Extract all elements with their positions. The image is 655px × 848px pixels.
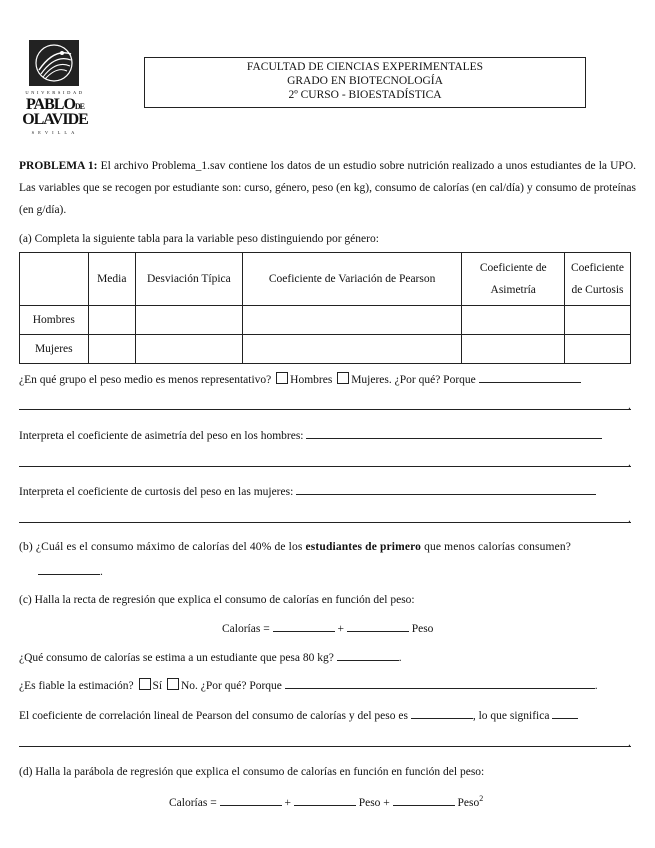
problem-text: El archivo Problema_1.sav contiene los datos de un estudio sobre nutrición realizado a unos estudiantes de la UPO. Las variables que se recogen por estudiante son: curso, género, peso (en kg), consumo de calorías (en cal/día) y consumo de proteínas (en g/día). <box>19 160 636 216</box>
table-cell[interactable] <box>88 335 135 364</box>
table-header-curtosis: Coeficiente de Curtosis <box>564 253 630 306</box>
part-b-prompt: (b) ¿Cuál es el consumo máximo de calorías del 40% de los estudiantes de primero que menos calorías consumen? <box>19 541 572 553</box>
logo-olavide-text: OLAVIDE <box>22 111 88 128</box>
regression-parabola-equation: Calorías = + Peso + Peso$^2$ <box>169 794 484 809</box>
statistics-table <box>19 252 631 364</box>
slope-blank[interactable] <box>347 621 409 632</box>
intercept-blank[interactable] <box>273 621 335 632</box>
table-cell[interactable] <box>462 306 565 335</box>
table-row-label-mujeres: Mujeres <box>20 335 89 364</box>
part-d-prompt: (d) Halla la parábola de regresión que explica el consumo de calorías en función en función del peso: <box>19 766 485 778</box>
answer-line[interactable] <box>19 746 631 747</box>
table-row-label-hombres: Hombres <box>20 306 89 335</box>
answer-line[interactable] <box>19 409 631 410</box>
header-course: 2º CURSO - BIOESTADÍSTICA <box>288 89 442 101</box>
answer-blank[interactable] <box>296 484 596 495</box>
header-degree: GRADO EN BIOTECNOLOGÍA <box>287 75 443 87</box>
coef-a-blank[interactable] <box>220 795 282 806</box>
table-header-row <box>20 253 631 306</box>
logo-sevilla-text: SEVILLA <box>31 130 79 135</box>
checkbox-hombres[interactable] <box>276 372 288 384</box>
table-cell[interactable] <box>564 306 630 335</box>
why-label: ¿Por qué? Porque <box>394 374 476 386</box>
table-cell[interactable] <box>462 335 565 364</box>
table-cell[interactable] <box>135 335 242 364</box>
answer-blank[interactable] <box>479 372 581 383</box>
coef-b-blank[interactable] <box>294 795 356 806</box>
answer-blank[interactable] <box>411 708 473 719</box>
option-hombres-label: Hombres <box>290 374 333 386</box>
table-header-media: Media <box>88 253 135 306</box>
checkbox-no[interactable] <box>167 678 179 690</box>
university-logo <box>19 40 91 140</box>
table-row <box>20 335 631 364</box>
part-b-bold: estudiantes de primero <box>305 541 422 553</box>
checkbox-si[interactable] <box>139 678 151 690</box>
part-c-prompt: (c) Halla la recta de regresión que explica el consumo de calorías en función del peso: <box>19 594 415 606</box>
header-faculty: FACULTAD DE CIENCIAS EXPERIMENTALES <box>246 61 484 73</box>
checkbox-mujeres[interactable] <box>337 372 349 384</box>
option-no-label: No. <box>180 680 198 692</box>
table-row <box>20 306 631 335</box>
part-b-answer: . <box>38 564 103 578</box>
option-mujeres-label: Mujeres. <box>351 374 392 386</box>
why-label: ¿Por qué? Porque <box>200 680 282 692</box>
table-cell[interactable] <box>135 306 242 335</box>
table-cell[interactable] <box>88 306 135 335</box>
answer-line[interactable] <box>19 466 631 467</box>
table-cell[interactable] <box>242 306 462 335</box>
university-emblem-icon <box>29 40 79 86</box>
part-a-prompt: (a) Completa la siguiente tabla para la variable peso distinguiendo por género: <box>19 233 379 245</box>
question-asymmetry: Interpreta el coeficiente de asimetría del peso en los hombres: <box>19 428 602 442</box>
logo-pablo-text: PABLODE <box>25 96 85 113</box>
course-header-box <box>144 57 586 108</box>
coef-c-blank[interactable] <box>393 795 455 806</box>
regression-line-equation: Calorías = + Peso <box>222 623 434 635</box>
table-cell[interactable] <box>564 335 630 364</box>
table-header-cv: Coeficiente de Variación de Pearson <box>242 253 462 306</box>
question-kurtosis: Interpreta el coeficiente de curtosis del peso en las mujeres: <box>19 484 596 498</box>
logo-university-text: UNIVERSIDAD <box>25 90 85 95</box>
table-header-asimetria: Coeficiente de Asimetría <box>462 253 565 306</box>
problem-label: PROBLEMA 1: <box>19 160 98 172</box>
option-si-label: Sí <box>152 680 163 692</box>
question-reliable: ¿Es fiable la estimación? Sí No. ¿Por qué? Porque . <box>19 680 598 692</box>
answer-blank[interactable] <box>306 428 602 439</box>
answer-blank[interactable] <box>38 564 100 575</box>
answer-line[interactable] <box>19 522 631 523</box>
answer-blank[interactable] <box>337 650 399 661</box>
table-cell[interactable] <box>242 335 462 364</box>
problem-statement <box>19 155 636 221</box>
answer-blank[interactable] <box>285 678 595 689</box>
question-estimate: ¿Qué consumo de calorías se estima a un estudiante que pesa 80 kg? . <box>19 652 402 664</box>
table-header-desviacion: Desviación Típica <box>135 253 242 306</box>
question-representative: ¿En qué grupo el peso medio es menos representativo? Hombres Mujeres. ¿Por qué? Porque <box>19 372 581 386</box>
answer-blank[interactable] <box>552 708 578 719</box>
question-correlation: El coeficiente de correlación lineal de Pearson del consumo de calorías y del peso es , lo que significa <box>19 708 578 722</box>
exponent: 2 <box>479 794 484 803</box>
table-header-empty <box>20 253 89 306</box>
